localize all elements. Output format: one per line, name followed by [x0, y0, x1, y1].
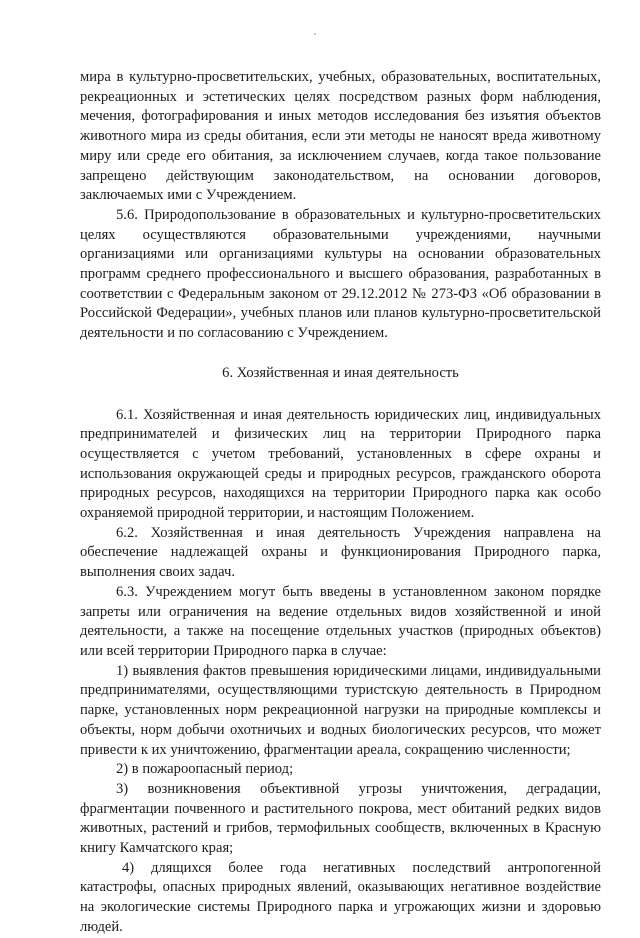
- paragraph-6-1: 6.1. Хозяйственная и иная деятельность юридических лиц, индивидуальных предпринимателей и физических лиц на территории Природного парка осуществляется с учетом требований, установленных в сфере охраны и использования окружающей среды и природных ресурсов, гражданского оборота природных ресурсов, находящихся на территории Природного парка как особо охраняемой природной территории, и настоящим Положением.: [80, 406, 601, 522]
- scan-speck: [314, 33, 316, 35]
- paragraph-5-6: 5.6. Природопользование в образовательных и культурно-просветительских целях осуществляются образовательными учреждениями, научными организациями или организациями культуры на основании образовательных программ среднего профессионального и высшего образования, разработанных в соответствии с Федеральным законом от 29.12.2012 № 273-ФЗ «Об образовании в Российской Федерации», учебных планов или планов культурно-просветительской деятельности и по согласованию с Учреждением.: [80, 206, 601, 342]
- list-item-2: 2) в пожароопасный период;: [116, 761, 294, 778]
- list-item-4: 4) длящихся более года негативных последствий антропогенной катастрофы, опасных природных явлений, оказывающих негативное воздействие на экологические системы Природного парка и угрожающих жизни и здоровью людей.: [80, 859, 601, 935]
- document-body: [80, 68, 601, 938]
- paragraph-intro-continuation: мира в культурно-просветительских, учебных, образовательных, воспитательных, рекреационных и эстетических целях посредством разных форм наблюдения, мечения, фотографирования и иных методов исследования без изъятия объектов животного мира из среды обитания, если эти методы не наносят вреда животному миру или среде его обитания, за исключением случаев, когда такое пользование запрещено действующим законодательством, на основании договоров, заключаемых ими с Учреждением.: [80, 69, 601, 204]
- list-item-3: 3) возникновения объективной угрозы уничтожения, деградации, фрагментации почвенного и растительного покрова, мест обитаний редких видов животных, растений и грибов, термофильных сообществ, включенных в Красную книгу Камчатского края;: [80, 780, 601, 857]
- paragraph-6-3: 6.3. Учреждением могут быть введены в установленном законом порядке запреты или ограничения на ведение отдельных видов хозяйственной и иной деятельности, а также на посещение отдельных участков (природных объектов) или всей территории Природного парка в случае:: [80, 583, 601, 659]
- section-heading-6: 6. Хозяйственная и иная деятельность: [222, 364, 459, 381]
- list-item-1: 1) выявления фактов превышения юридическими лицами, индивидуальными предпринимателями, осуществляющими туристскую деятельность в Природном парке, установленных норм рекреационной нагрузки на природные комплексы и объекты, норм добычи охотничьих и водных биологических ресурсов, что может привести к их уничтожению, фрагментации ареала, сокращению численности;: [80, 662, 601, 758]
- paragraph-6-2: 6.2. Хозяйственная и иная деятельность Учреждения направлена на обеспечение надлежащей охраны и функционирования Природного парка, выполнения своих задач.: [80, 524, 601, 581]
